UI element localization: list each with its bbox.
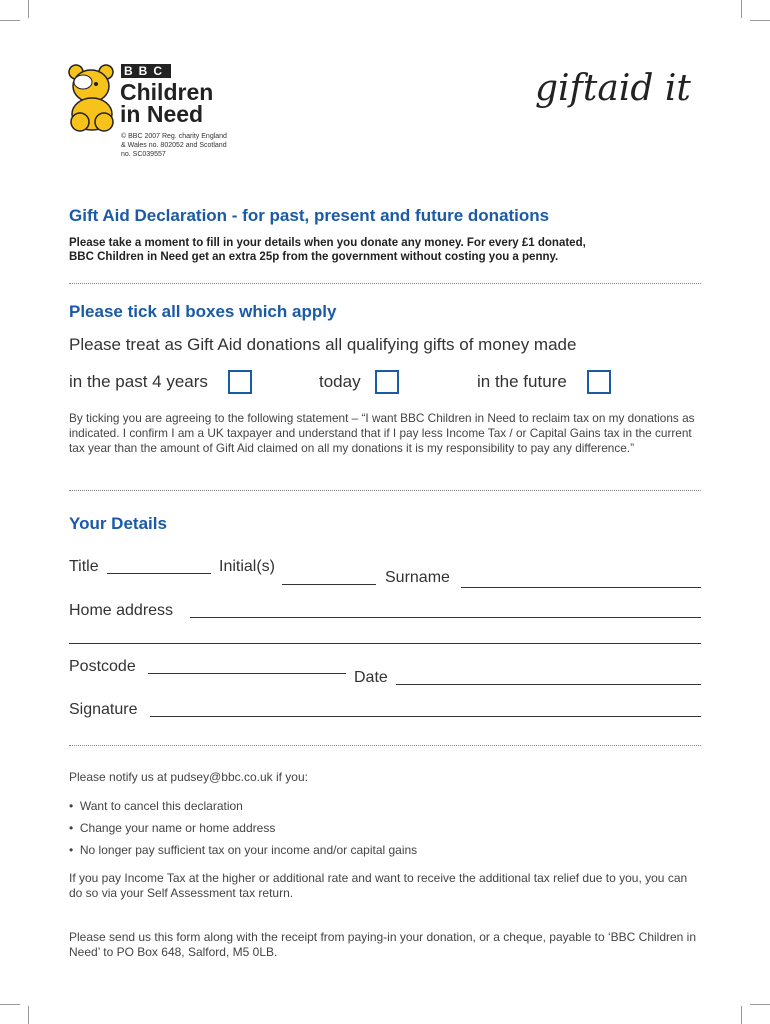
charity-legal: © BBC 2007 Reg. charity England & Wales no. 802052 and Scotland no. SC039557 <box>121 133 227 158</box>
notify-item-text: Change your name or home address <box>79 821 276 835</box>
send-instructions: Please send us this form along with the receipt from paying-in your donation, or a cheque, payable to ‘BBC Children in Need’ to PO Box 648, Salford, M5 0LB. <box>69 930 697 959</box>
giftaid-logo: giftaid it <box>535 68 691 109</box>
option-future-label: in the future <box>477 372 567 391</box>
address-field-line1[interactable] <box>190 617 701 618</box>
initials-field[interactable] <box>282 584 376 585</box>
declaration-statement: By ticking you are agreeing to the following statement – “I want BBC Children in Need to reclaim tax on my donations as indicated. I confirm I am a UK taxpayer and understand that if I pay less Income Tax / or Capital Gains tax in the current tax year than the amount of Gift Aid claimed on all my donations it is my responsibility to pay any difference.” <box>69 411 695 455</box>
future-checkbox[interactable] <box>587 370 611 394</box>
today-checkbox[interactable] <box>375 370 399 394</box>
postcode-label: Postcode <box>69 658 136 675</box>
page-title: Gift Aid Declaration - for past, present and future donations <box>69 206 550 225</box>
surname-field[interactable] <box>461 587 701 588</box>
date-field[interactable] <box>396 684 701 685</box>
date-label: Date <box>354 669 388 686</box>
higher-rate-note: If you pay Income Tax at the higher or additional rate and want to receive the additional tax relief due to you, you can do so via your Self Assessment tax return. <box>69 871 688 900</box>
surname-label: Surname <box>385 569 450 586</box>
notify-item: • Want to cancel this declaration <box>69 799 243 813</box>
intro <box>69 236 586 264</box>
address-label: Home address <box>69 602 174 619</box>
bbc-logo: BBC <box>121 64 171 78</box>
divider <box>69 745 701 746</box>
notify-item-text: Want to cancel this declaration <box>79 799 243 813</box>
children-in-need-logo <box>120 81 213 125</box>
pudsey-bear-icon <box>66 62 118 137</box>
crop-mark <box>0 1004 20 1005</box>
intro-line: BBC Children in Need get an extra 25p from the government without costing you a penny. <box>69 251 559 263</box>
crop-mark <box>741 0 742 18</box>
logo-line2: in Need <box>120 101 204 127</box>
past-4-years-checkbox[interactable] <box>228 370 252 394</box>
notify-item: • No longer pay sufficient tax on your income and/or capital gains <box>69 843 418 857</box>
notify-item-text: No longer pay sufficient tax on your income and/or capital gains <box>79 843 418 857</box>
title-field[interactable] <box>107 573 211 574</box>
divider <box>69 283 701 284</box>
crop-mark <box>28 1006 29 1024</box>
signature-field[interactable] <box>150 716 701 717</box>
crop-mark <box>0 20 20 21</box>
divider <box>69 490 701 491</box>
address-field-line2[interactable] <box>69 643 701 644</box>
crop-mark <box>28 0 29 18</box>
postcode-field[interactable] <box>148 673 346 674</box>
tick-heading: Please tick all boxes which apply <box>69 302 337 321</box>
crop-mark <box>750 20 770 21</box>
option-today-label: today <box>319 372 361 391</box>
tick-lead: Please treat as Gift Aid donations all qualifying gifts of money made <box>69 335 577 354</box>
notify-item: • Change your name or home address <box>69 821 276 835</box>
notify-lead: Please notify us at pudsey@bbc.co.uk if you: <box>69 770 308 784</box>
option-past-label: in the past 4 years <box>69 372 208 391</box>
crop-mark <box>741 1006 742 1024</box>
title-label: Title <box>69 558 99 575</box>
crop-mark <box>750 1004 770 1005</box>
intro-line: Please take a moment to fill in your details when you donate any money. For every £1 donated, <box>69 237 586 249</box>
signature-label: Signature <box>69 701 138 718</box>
initials-label: Initial(s) <box>219 558 276 575</box>
details-heading: Your Details <box>69 514 167 533</box>
logo-line1: Children <box>120 79 214 105</box>
